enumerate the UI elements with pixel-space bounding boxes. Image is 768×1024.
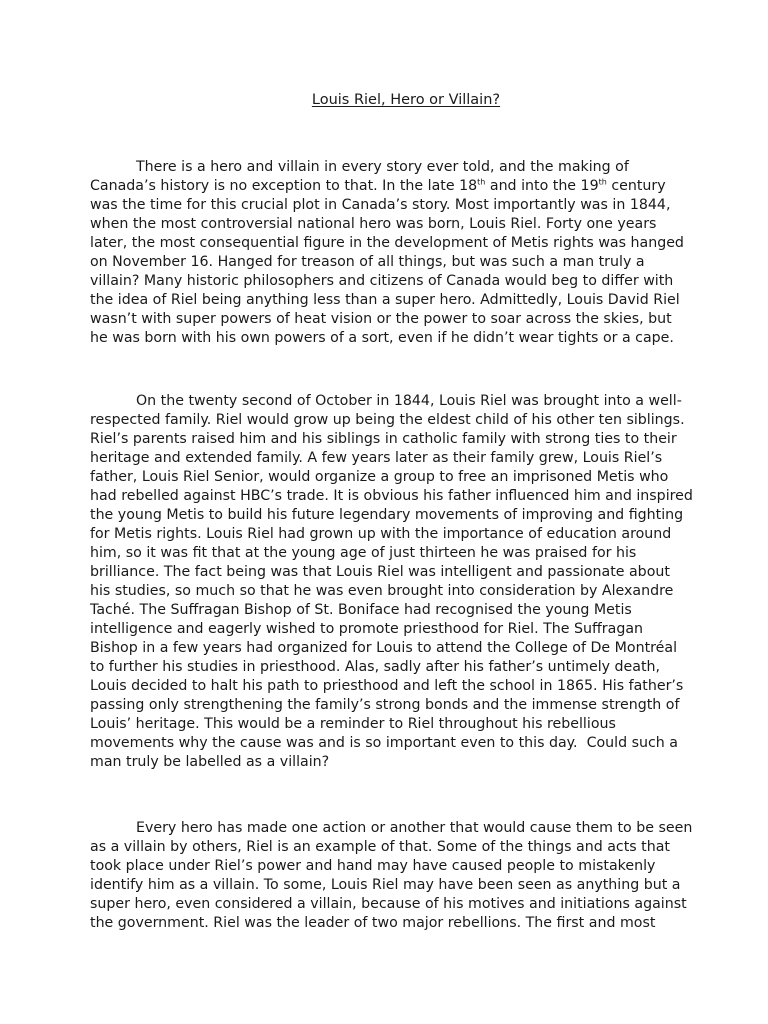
text-line: him, so it was fit that at the young age of just thirteen he was praised for his [90,545,637,561]
text-line: to further his studies in priesthood. Alas, sadly after his father’s untimely death, [90,659,661,675]
text-line: Riel’s parents raised him and his siblings in catholic family with strong ties to their [90,431,677,447]
text-line: wasn’t with super powers of heat vision or the power to soar across the skies, but [90,311,672,327]
text-line: the idea of Riel being anything less than a super hero. Admittedly, Louis David Riel [90,292,680,308]
text-line: Bishop in a few years had organized for Louis to attend the College of De Montréal [90,640,678,656]
text-line: his studies, so much so that he was even brought into consideration by Alexandre [90,583,674,599]
document-title: Louis Riel, Hero or Villain? [311,92,501,108]
text-line: the young Metis to build his future legendary movements of improving and fighting [90,507,684,523]
superscript: th [598,177,607,187]
text-line: Louis’ heritage. This would be a reminder to Riel throughout his rebellious [90,716,616,732]
text-line: when the most controversial national hero was born, Louis Riel. Forty one years [90,216,657,232]
text-line: There is a hero and villain in every story ever told, and the making of [136,159,629,175]
text-line: was the time for this crucial plot in Canada’s story. Most importantly was in 1844, [90,197,671,213]
text-line: man truly be labelled as a villain? [90,754,330,770]
text-line: villain? Many historic philosophers and citizens of Canada would beg to differ with [90,273,674,289]
text-line: he was born with his own powers of a sort, even if he didn’t wear tights or a cape. [90,330,674,346]
text-line: the government. Riel was the leader of two major rebellions. The first and most [90,915,656,931]
text-segment: Canada’s history is no exception to that. In the late 18 [90,178,478,194]
text-line: for Metis rights. Louis Riel had grown up with the importance of education around [90,526,672,542]
text-line: had rebelled against HBC’s trade. It is obvious his father influenced him and inspired [90,488,693,504]
text-line: brilliance. The fact being was that Louis Riel was intelligent and passionate about [90,564,670,580]
text-line: Every hero has made one action or another that would cause them to be seen [136,820,693,836]
text-line: respected family. Riel would grow up being the eldest child of his other ten siblings. [90,412,685,428]
text-line: super hero, even considered a villain, because of his motives and initiations against [90,896,687,912]
superscript: th [477,177,486,187]
text-line: movements why the cause was and is so important even to this day. Could such a [90,735,678,751]
text-line: father, Louis Riel Senior, would organize a group to free an imprisoned Metis who [90,469,669,485]
text-line: took place under Riel’s power and hand may have caused people to mistakenly [90,858,656,874]
text-line: On the twenty second of October in 1844, Louis Riel was brought into a well- [136,393,682,409]
paragraph-2 [90,392,693,772]
text-line: identify him as a villain. To some, Louis Riel may have been seen as anything but a [90,877,681,893]
text-segment: and into the 19 [485,178,599,194]
text-line: later, the most consequential figure in the development of Metis rights was hanged [90,235,684,251]
text-line: Taché. The Suffragan Bishop of St. Boniface had recognised the young Metis [90,602,632,618]
text-line: as a villain by others, Riel is an example of that. Some of the things and acts that [90,839,670,855]
text-line: Louis decided to halt his path to priesthood and left the school in 1865. His father’s [90,678,684,694]
text-line: passing only strengthening the family’s strong bonds and the immense strength of [90,697,680,713]
paragraph-3 [90,819,693,933]
text-segment: century [606,178,666,194]
text-line: intelligence and eagerly wished to promote priesthood for Riel. The Suffragan [90,621,644,637]
text-line: heritage and extended family. A few years later as their family grew, Louis Riel’s [90,450,663,466]
text-line: on November 16. Hanged for treason of all things, but was such a man truly a [90,254,645,270]
paragraph-1 [90,158,690,348]
text-line-with-superscripts [90,177,690,196]
